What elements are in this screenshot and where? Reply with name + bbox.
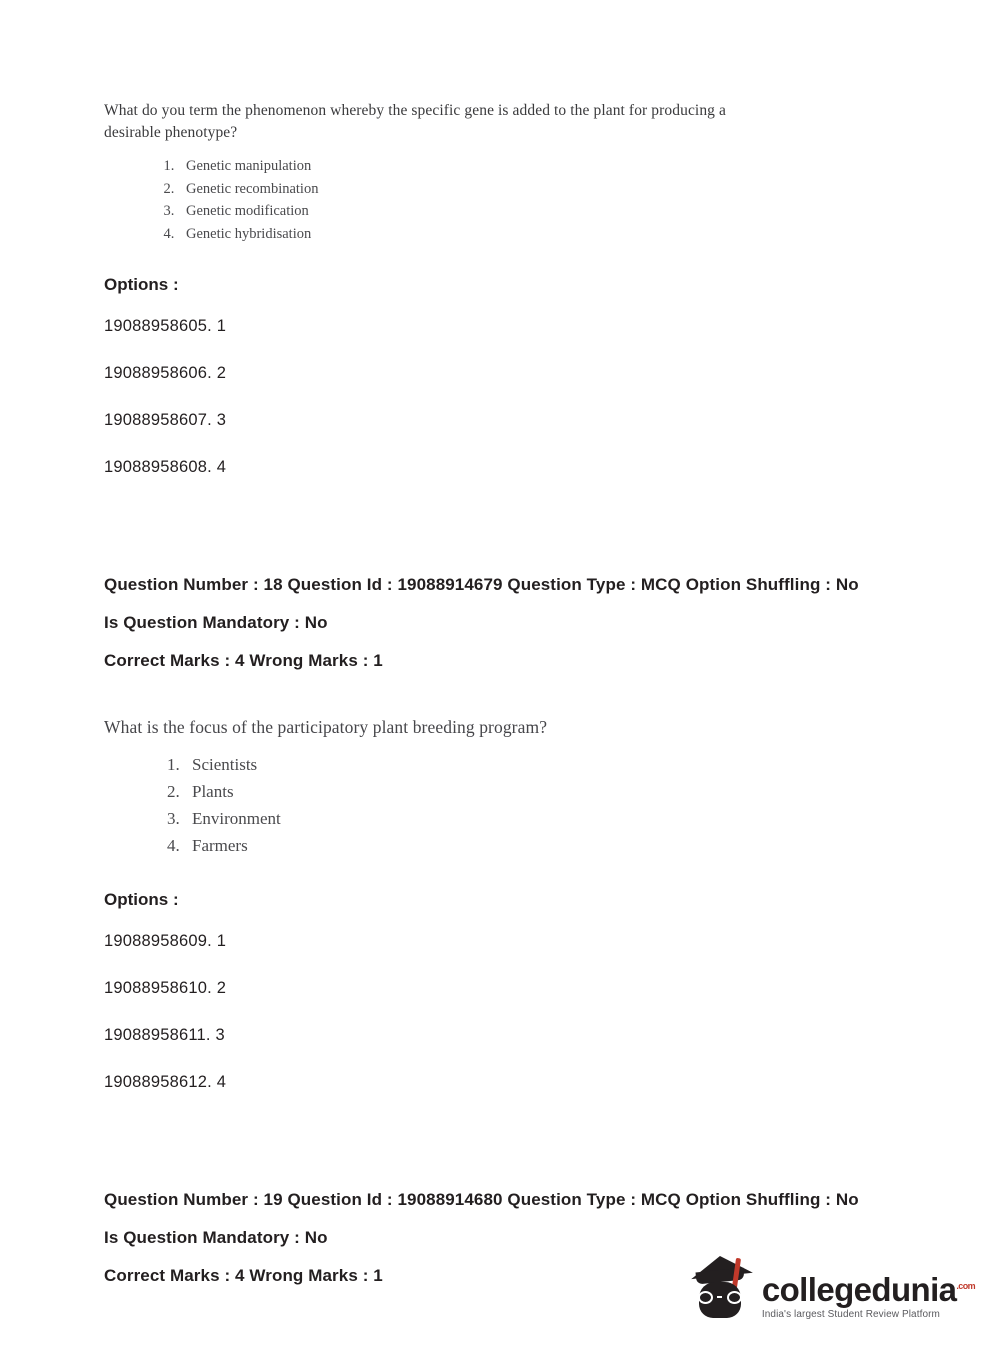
question-2-options-label: Options : [104, 889, 179, 909]
question-1-stem: What do you term the phenomenon whereby the specific gene is added to the plant for producing a desirable phenotype? [104, 102, 726, 142]
question-2-option-id-2: 19088958610. 2 [104, 978, 227, 997]
spacer-2 [104, 689, 897, 715]
question-2-choices [104, 751, 897, 860]
glasses-icon [698, 1290, 742, 1304]
brand-part-2: dunia [871, 1271, 957, 1308]
brand-sup: .com [956, 1281, 975, 1291]
question-1-option-id-3: 19088958607. 3 [104, 411, 227, 430]
question-2-choice-4: 4. Farmers [184, 832, 897, 859]
question-1-scan [104, 100, 897, 245]
question-3-meta-line-1: Question Number : 19 Question Id : 19088914680 Question Type : MCQ Option Shuffling : No [104, 1189, 859, 1209]
brand-tagline: India's largest Student Review Platform [761, 1309, 940, 1320]
glasses-bridge [717, 1296, 722, 1298]
brand-text [762, 1273, 975, 1324]
brand-wordmark [762, 1273, 975, 1306]
question-2-meta-line-2: Is Question Mandatory : No [104, 613, 328, 633]
question-1-options-label: Options : [104, 275, 179, 295]
brand-part-1: college [761, 1271, 872, 1308]
question-1-option-id-2: 19088958606. 2 [104, 364, 227, 383]
question-1-option-id-4: 19088958608. 4 [104, 458, 227, 477]
graduate-cap-icon [690, 1252, 752, 1324]
collegedunia-watermark [690, 1252, 975, 1324]
question-1-choices [104, 155, 897, 245]
question-2-choice-1: 1. Scientists [184, 751, 897, 778]
question-1-choice-1: 1. Genetic manipulation [178, 155, 897, 178]
glasses-lens-left [698, 1291, 713, 1304]
question-2-meta-line-3: Correct Marks : 4 Wrong Marks : 1 [104, 651, 383, 671]
question-2-option-id-3: 19088958611. 3 [104, 1025, 225, 1044]
question-2-stem: What is the focus of the participatory plant breeding program? [104, 717, 548, 738]
question-2-meta-line-1: Question Number : 18 Question Id : 19088914679 Question Type : MCQ Option Shuffling : No [104, 575, 859, 595]
question-2-option-id-1: 19088958609. 1 [104, 931, 227, 950]
question-1-choice-2: 2. Genetic recombination [178, 178, 897, 201]
question-1-option-id-1: 19088958605. 1 [104, 317, 227, 336]
spacer-3 [104, 1120, 897, 1190]
spacer-1 [104, 505, 897, 575]
question-2-choice-2: 2. Plants [184, 778, 897, 805]
question-3-meta-line-2: Is Question Mandatory : No [104, 1227, 328, 1247]
glasses-lens-right [727, 1291, 742, 1304]
question-3-meta-line-3: Correct Marks : 4 Wrong Marks : 1 [104, 1265, 383, 1285]
question-1-choice-4: 4. Genetic hybridisation [178, 223, 897, 246]
question-2-choice-3: 3. Environment [184, 805, 897, 832]
question-2-scan [104, 715, 897, 859]
question-2-option-id-4: 19088958612. 4 [104, 1072, 227, 1091]
question-1-choice-3: 3. Genetic modification [178, 200, 897, 223]
